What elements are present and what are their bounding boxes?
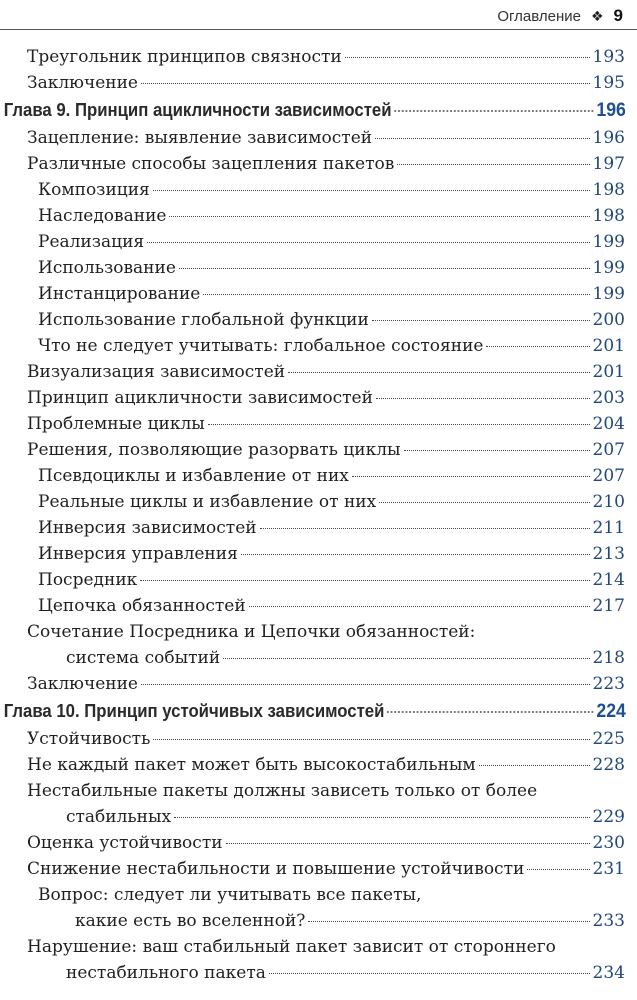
dot-leader — [372, 320, 590, 321]
toc-entry: Снижение нестабильности и повышение устойчивости 231 — [0, 856, 637, 882]
toc-entry: Использование 199 — [0, 255, 637, 281]
toc-entry: Решения, позволяющие разорвать циклы 207 — [0, 437, 637, 463]
toc-entry: Цепочка обязанностей 217 — [0, 593, 637, 619]
dot-leader — [140, 580, 589, 581]
ornament-icon: ❖ — [590, 7, 604, 24]
toc-entry: Реализация 199 — [0, 229, 637, 255]
dot-leader — [376, 398, 590, 399]
dot-leader — [479, 765, 590, 766]
header-rule — [0, 29, 637, 30]
toc-entry: Зацепление: выявление зависимостей 196 — [0, 125, 637, 151]
dot-leader — [153, 190, 590, 191]
page-number: 9 — [613, 6, 623, 25]
toc-entry-continuation: нестабильного пакета 234 — [0, 960, 637, 986]
dot-leader — [241, 554, 590, 555]
toc-entry: Псевдоциклы и избавление от них 207 — [0, 463, 637, 489]
dot-leader — [141, 83, 590, 84]
toc-entry-continuation: система событий 218 — [0, 645, 637, 671]
toc-entry: Инверсия зависимостей 211 — [0, 515, 637, 541]
toc-entry-continuation: стабильных 229 — [0, 804, 637, 830]
toc-entry: Треугольник принципов связности 193 — [0, 44, 637, 70]
toc-entry: Различные способы зацепления пакетов 197 — [0, 151, 637, 177]
toc-page-ref: 225 — [592, 729, 625, 749]
toc-page-ref: 199 — [592, 284, 625, 304]
toc-entry: Принцип ацикличности зависимостей 203 — [0, 385, 637, 411]
toc-entry: Визуализация зависимостей 201 — [0, 359, 637, 385]
dot-leader — [352, 476, 590, 477]
dot-leader — [486, 346, 589, 347]
dot-leader — [249, 606, 590, 607]
toc-entry: Посредник 214 — [0, 567, 637, 593]
toc-page-ref: 233 — [592, 911, 625, 931]
chapter-heading: Глава 9. Принцип ацикличности зависимостей 196 — [0, 97, 637, 124]
chapter-heading: Глава 10. Принцип устойчивых зависимостей 224 — [0, 698, 637, 725]
toc-page-ref: 228 — [592, 755, 625, 775]
dot-leader — [375, 138, 589, 139]
dot-leader — [179, 268, 590, 269]
toc-page-ref: 196 — [596, 100, 626, 121]
toc-page-ref: 223 — [592, 674, 625, 694]
toc-page-ref: 229 — [592, 807, 625, 827]
toc-entry-line: Нарушение: ваш стабильный пакет зависит от стороннего — [27, 937, 556, 957]
toc-page-ref: 230 — [592, 833, 625, 853]
toc-page-ref: 200 — [592, 310, 625, 330]
toc-entry: Устойчивость 225 — [0, 726, 637, 752]
toc-page-ref: 217 — [592, 596, 625, 616]
toc-page-ref: 198 — [592, 206, 625, 226]
toc-entry: Что не следует учитывать: глобальное состояние 201 — [0, 333, 637, 359]
toc-page-ref: 213 — [592, 544, 625, 564]
toc-page-ref: 207 — [592, 466, 625, 486]
toc-page-ref: 195 — [592, 73, 625, 93]
toc-entry-multiline — [0, 778, 637, 830]
dot-leader — [174, 817, 589, 818]
dot-leader — [223, 658, 589, 659]
dot-leader — [260, 528, 590, 529]
toc-page-ref: 207 — [592, 440, 625, 460]
toc-entry: Инстанцирование 199 — [0, 281, 637, 307]
toc-entry: Не каждый пакет может быть высокостабильным 228 — [0, 752, 637, 778]
toc-page-ref: 204 — [592, 414, 625, 434]
dot-leader — [387, 711, 593, 713]
dot-leader — [203, 294, 589, 295]
toc-entry: Композиция 198 — [0, 177, 637, 203]
running-head-title: Оглавление — [497, 7, 581, 25]
toc-page-ref: 214 — [592, 570, 625, 590]
toc-page-ref: 201 — [592, 362, 625, 382]
toc-page-ref: 224 — [596, 701, 626, 722]
toc-page-ref: 231 — [592, 859, 625, 879]
toc-entry-continuation: какие есть во вселенной? 233 — [0, 908, 637, 934]
toc-page-ref: 193 — [592, 47, 625, 67]
running-head — [497, 6, 623, 26]
toc-entry-multiline — [0, 882, 637, 934]
dot-leader — [527, 869, 589, 870]
dot-leader — [141, 684, 590, 685]
dot-leader — [147, 242, 589, 243]
toc-page-ref: 199 — [592, 258, 625, 278]
dot-leader — [208, 424, 590, 425]
toc-entry: Заключение 223 — [0, 671, 637, 697]
toc-page-ref: 197 — [592, 154, 625, 174]
dot-leader — [308, 921, 589, 922]
toc-entry: Наследование 198 — [0, 203, 637, 229]
dot-leader — [169, 216, 589, 217]
toc-page-ref: 199 — [592, 232, 625, 252]
dot-leader — [153, 739, 589, 740]
toc-page-ref: 198 — [592, 180, 625, 200]
dot-leader — [394, 110, 593, 112]
toc-entry-line: Сочетание Посредника и Цепочки обязанностей: — [27, 622, 476, 642]
toc-page-ref: 196 — [592, 128, 625, 148]
dot-leader — [404, 450, 590, 451]
dot-leader — [379, 502, 589, 503]
toc-page-ref: 201 — [592, 336, 625, 356]
toc-entry-line: Нестабильные пакеты должны зависеть только от более — [27, 781, 538, 801]
toc-page-ref: 234 — [592, 963, 625, 983]
table-of-contents — [0, 44, 637, 986]
toc-entry: Заключение 195 — [0, 70, 637, 96]
toc-page-ref: 218 — [592, 648, 625, 668]
toc-page-ref: 211 — [592, 518, 625, 538]
dot-leader — [269, 973, 590, 974]
toc-page-ref: 210 — [592, 492, 625, 512]
toc-entry-multiline — [0, 934, 637, 986]
dot-leader — [226, 843, 590, 844]
dot-leader — [288, 372, 589, 373]
toc-entry: Проблемные циклы 204 — [0, 411, 637, 437]
toc-entry: Использование глобальной функции 200 — [0, 307, 637, 333]
dot-leader — [397, 164, 589, 165]
toc-entry: Реальные циклы и избавление от них 210 — [0, 489, 637, 515]
dot-leader — [345, 57, 590, 58]
toc-page-ref: 203 — [592, 388, 625, 408]
toc-entry-line: Вопрос: следует ли учитывать все пакеты, — [38, 885, 422, 905]
toc-entry: Оценка устойчивости 230 — [0, 830, 637, 856]
toc-entry-multiline — [0, 619, 637, 671]
toc-entry: Инверсия управления 213 — [0, 541, 637, 567]
